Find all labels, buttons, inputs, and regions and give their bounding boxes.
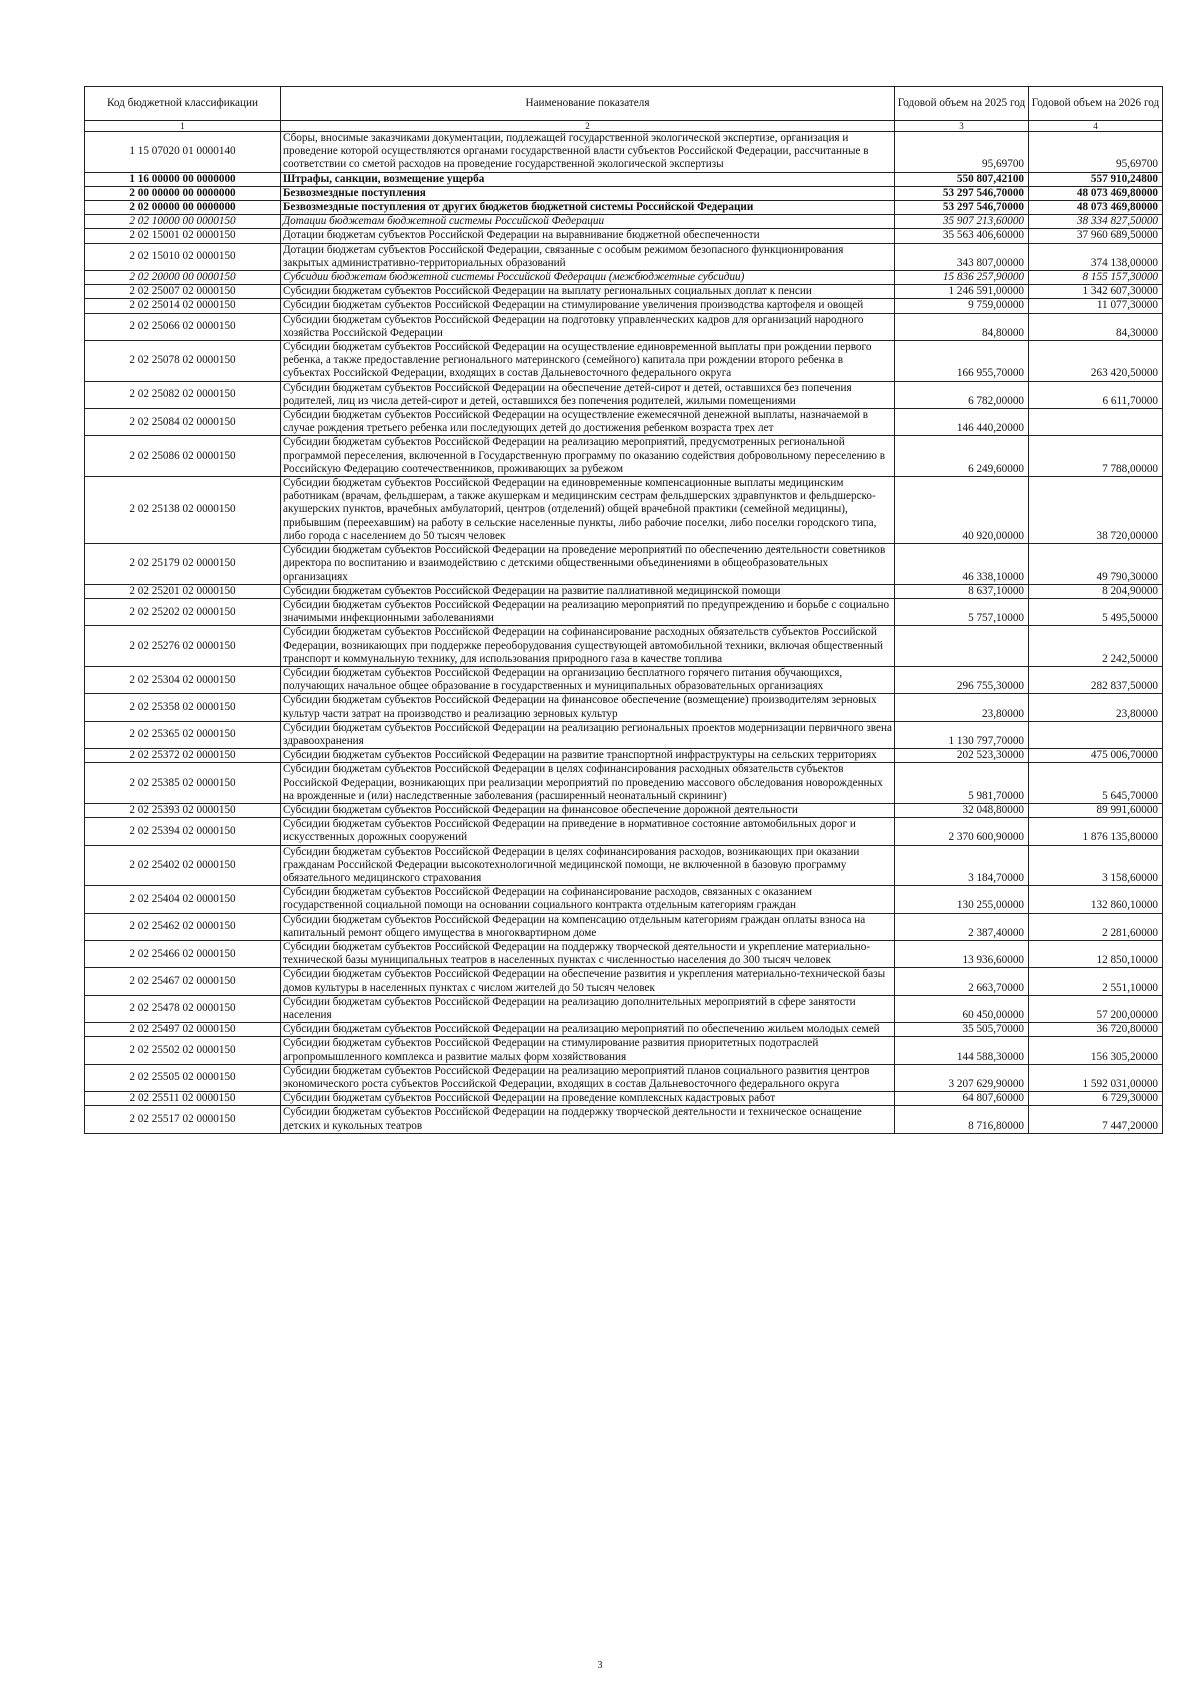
cell-name: Субсидии бюджетам субъектов Российской Федерации на поддержку творческой деятельности и укрепление материально-технической базы муниципальных театров в населенных пунктах с численностью населения до 300 тысяч человек	[281, 940, 895, 967]
cell-2025: 3 184,70000	[895, 845, 1029, 886]
cell-code: 2 02 25066 02 0000150	[85, 313, 281, 340]
cell-2025: 2 387,40000	[895, 913, 1029, 940]
cell-2026: 1 592 031,00000	[1029, 1064, 1163, 1091]
cell-code: 2 02 25179 02 0000150	[85, 544, 281, 585]
cell-code: 2 02 25497 02 0000150	[85, 1023, 281, 1037]
cell-2025: 53 297 546,70000	[895, 186, 1029, 200]
table-row	[85, 215, 1163, 229]
table-row	[85, 666, 1163, 693]
cell-2025: 13 936,60000	[895, 940, 1029, 967]
cell-2025: 550 807,42100	[895, 172, 1029, 186]
cell-2025: 35 563 406,60000	[895, 229, 1029, 243]
table-row	[85, 271, 1163, 285]
cell-name: Субсидии бюджетам субъектов Российской Федерации на реализацию региональных проектов модернизации первичного звена здравоохранения	[281, 721, 895, 748]
table-row	[85, 132, 1163, 173]
cell-code: 2 02 10000 00 0000150	[85, 215, 281, 229]
cell-2025: 35 907 213,60000	[895, 215, 1029, 229]
table-header	[85, 87, 1163, 132]
cell-name: Субсидии бюджетам субъектов Российской Федерации на проведение мероприятий по обеспечению деятельности советников директора по воспитанию и взаимодействию с детскими общественными объединениями в общеобразовательных организациях	[281, 544, 895, 585]
cell-code: 2 02 25393 02 0000150	[85, 803, 281, 817]
cell-name: Субсидии бюджетам субъектов Российской Федерации в целях софинансирования расходов, возникающих при оказании гражданам Российской Федерации высокотехнологичной медицинской помощи, не включенной в базовую программу обязательного медицинского страхования	[281, 845, 895, 886]
cell-name: Субсидии бюджетам субъектов Российской Федерации на проведение комплексных кадастровых работ	[281, 1092, 895, 1106]
cell-name: Субсидии бюджетам субъектов Российской Федерации на стимулирование развития приоритетных подотраслей агропромышленного комплекса и развитие малых форм хозяйствования	[281, 1037, 895, 1064]
cell-2025: 95,69700	[895, 132, 1029, 173]
cell-code: 2 02 15010 02 0000150	[85, 243, 281, 270]
table-row	[85, 172, 1163, 186]
table-row	[85, 299, 1163, 313]
cell-code: 2 02 25385 02 0000150	[85, 763, 281, 804]
cell-code: 2 02 25304 02 0000150	[85, 666, 281, 693]
table-row	[85, 409, 1163, 436]
cell-2025: 32 048,80000	[895, 803, 1029, 817]
cell-name: Субсидии бюджетам субъектов Российской Федерации на реализацию мероприятий по предупреждению и борьбе с социально значимыми инфекционными заболеваниями	[281, 598, 895, 625]
cell-2025: 166 955,70000	[895, 341, 1029, 382]
cell-2026: 8 204,90000	[1029, 584, 1163, 598]
cell-name: Безвозмездные поступления от других бюджетов бюджетной системы Российской Федерации	[281, 201, 895, 215]
cell-2025: 2 663,70000	[895, 968, 1029, 995]
table-row	[85, 626, 1163, 667]
cell-name: Дотации бюджетам субъектов Российской Федерации на выравнивание бюджетной обеспеченности	[281, 229, 895, 243]
cell-name: Субсидии бюджетам субъектов Российской Федерации на выплату региональных социальных доплат к пенсии	[281, 285, 895, 299]
table-row	[85, 763, 1163, 804]
table-row	[85, 436, 1163, 477]
cell-2026: 38 720,00000	[1029, 477, 1163, 544]
cell-code: 2 02 25404 02 0000150	[85, 886, 281, 913]
cell-2025	[895, 626, 1029, 667]
cell-2025: 296 755,30000	[895, 666, 1029, 693]
cell-2026: 7 788,00000	[1029, 436, 1163, 477]
cell-name: Субсидии бюджетам субъектов Российской Федерации на финансовое обеспечение дорожной деятельности	[281, 803, 895, 817]
cell-2026: 38 334 827,50000	[1029, 215, 1163, 229]
table-body	[85, 132, 1163, 1134]
table-row	[85, 1023, 1163, 1037]
table-row	[85, 1064, 1163, 1091]
cell-code: 2 02 25358 02 0000150	[85, 694, 281, 721]
cell-2026: 1 342 607,30000	[1029, 285, 1163, 299]
header-code: Код бюджетной классификации	[85, 87, 281, 121]
cell-2026: 7 447,20000	[1029, 1106, 1163, 1133]
cell-2025: 40 920,00000	[895, 477, 1029, 544]
table-row	[85, 243, 1163, 270]
cell-code: 2 02 25365 02 0000150	[85, 721, 281, 748]
table-row	[85, 381, 1163, 408]
table-row	[85, 995, 1163, 1022]
cell-2026: 2 551,10000	[1029, 968, 1163, 995]
cell-2025: 1 130 797,70000	[895, 721, 1029, 748]
cell-code: 2 02 25372 02 0000150	[85, 749, 281, 763]
cell-2026: 557 910,24800	[1029, 172, 1163, 186]
cell-code: 2 02 25502 02 0000150	[85, 1037, 281, 1064]
cell-name: Субсидии бюджетам субъектов Российской Федерации на компенсацию отдельным категориям граждан оплаты взноса на капитальный ремонт общего имущества в многоквартирном доме	[281, 913, 895, 940]
cell-name: Субсидии бюджетам субъектов Российской Федерации на организацию бесплатного горячего питания обучающихся, получающих начальное общее образование в государственных и муниципальных образовательных организациях	[281, 666, 895, 693]
cell-code: 2 02 25138 02 0000150	[85, 477, 281, 544]
cell-name: Субсидии бюджетам субъектов Российской Федерации на реализацию дополнительных мероприятий в сфере занятости населения	[281, 995, 895, 1022]
col-number-2: 2	[281, 121, 895, 132]
cell-code: 2 02 25394 02 0000150	[85, 818, 281, 845]
cell-name: Субсидии бюджетам субъектов Российской Федерации на осуществление единовременной выплаты при рождении первого ребенка, а также предоставление регионального материнского (семейного) капитала при рождении второго ребенка в субъектах Российской Федерации, входящих в состав Дальневосточного федерального округа	[281, 341, 895, 382]
cell-2026: 6 611,70000	[1029, 381, 1163, 408]
cell-name: Субсидии бюджетам субъектов Российской Федерации на единовременные компенсационные выплаты медицинским работникам (врачам, фельдшерам, а также акушеркам и медицинским сестрам фельдшерских здравпунктов и фельдшерско-акушерских пунктов, врачебных амбулаторий, центров (отделений) общей врачебной практики (семейной медицины), прибывшим (переехавшим) на работу в сельские населенные пункты, либо рабочие поселки, либо поселки городского типа, либо города с населением до 50 тысяч человек	[281, 477, 895, 544]
table-row	[85, 201, 1163, 215]
cell-2026: 48 073 469,80000	[1029, 186, 1163, 200]
cell-name: Дотации бюджетам субъектов Российской Федерации, связанные с особым режимом безопасного функционирования закрытых административно-территориальных образований	[281, 243, 895, 270]
table-row	[85, 313, 1163, 340]
cell-2025: 8 637,10000	[895, 584, 1029, 598]
cell-name: Субсидии бюджетам субъектов Российской Федерации на реализацию мероприятий планов социального развития центров экономического роста субъектов Российской Федерации, входящих в состав Дальневосточного федерального округа	[281, 1064, 895, 1091]
cell-2026: 1 876 135,80000	[1029, 818, 1163, 845]
cell-name: Субсидии бюджетам субъектов Российской Федерации на софинансирование расходных обязательств субъектов Российской Федерации, возникающих при поддержке переоборудования существующей автомобильной техники, включая общественный транспорт и коммунальную технику, для использования природного газа в качестве топлива	[281, 626, 895, 667]
cell-name: Штрафы, санкции, возмещение ущерба	[281, 172, 895, 186]
cell-2026: 3 158,60000	[1029, 845, 1163, 886]
cell-2025: 3 207 629,90000	[895, 1064, 1029, 1091]
table-row	[85, 940, 1163, 967]
cell-code: 2 02 25402 02 0000150	[85, 845, 281, 886]
cell-2025: 15 836 257,90000	[895, 271, 1029, 285]
cell-2026: 132 860,10000	[1029, 886, 1163, 913]
cell-2025: 130 255,00000	[895, 886, 1029, 913]
table-row	[85, 749, 1163, 763]
cell-2025: 144 588,30000	[895, 1037, 1029, 1064]
cell-code: 2 02 25462 02 0000150	[85, 913, 281, 940]
cell-2025: 53 297 546,70000	[895, 201, 1029, 215]
cell-2025: 343 807,00000	[895, 243, 1029, 270]
cell-2025: 84,80000	[895, 313, 1029, 340]
cell-code: 2 02 25202 02 0000150	[85, 598, 281, 625]
cell-2025: 146 440,20000	[895, 409, 1029, 436]
cell-2025: 46 338,10000	[895, 544, 1029, 585]
cell-name: Субсидии бюджетам субъектов Российской Федерации на осуществление ежемесячной денежной выплаты, назначаемой в случае рождения третьего ребенка или последующих детей до достижения ребенком возраста трех лет	[281, 409, 895, 436]
col-number-1: 1	[85, 121, 281, 132]
table-row	[85, 544, 1163, 585]
cell-code: 2 02 25007 02 0000150	[85, 285, 281, 299]
document-page	[84, 86, 1162, 1134]
cell-2025: 35 505,70000	[895, 1023, 1029, 1037]
cell-2026: 156 305,20000	[1029, 1037, 1163, 1064]
cell-2026: 475 006,70000	[1029, 749, 1163, 763]
cell-2025: 6 782,00000	[895, 381, 1029, 408]
cell-2025: 64 807,60000	[895, 1092, 1029, 1106]
cell-code: 1 16 00000 00 0000000	[85, 172, 281, 186]
cell-name: Субсидии бюджетам субъектов Российской Федерации на реализацию мероприятий по обеспечению жильем молодых семей	[281, 1023, 895, 1037]
table-row	[85, 229, 1163, 243]
table-row	[85, 694, 1163, 721]
table-row	[85, 477, 1163, 544]
cell-code: 1 15 07020 01 0000140	[85, 132, 281, 173]
cell-name: Субсидии бюджетам субъектов Российской Федерации на развитие паллиативной медицинской помощи	[281, 584, 895, 598]
cell-2026: 2 281,60000	[1029, 913, 1163, 940]
cell-code: 2 02 25466 02 0000150	[85, 940, 281, 967]
table-row	[85, 598, 1163, 625]
cell-name: Субсидии бюджетам субъектов Российской Федерации на финансовое обеспечение (возмещение) производителям зерновых культур части затрат на производство и реализацию зерновых культур	[281, 694, 895, 721]
cell-code: 2 02 15001 02 0000150	[85, 229, 281, 243]
cell-code: 2 02 25078 02 0000150	[85, 341, 281, 382]
cell-code: 2 02 25014 02 0000150	[85, 299, 281, 313]
cell-name: Субсидии бюджетам бюджетной системы Российской Федерации (межбюджетные субсидии)	[281, 271, 895, 285]
cell-code: 2 02 25478 02 0000150	[85, 995, 281, 1022]
table-row	[85, 803, 1163, 817]
cell-name: Субсидии бюджетам субъектов Российской Федерации на обеспечение детей-сирот и детей, оставшихся без попечения родителей, лиц из числа детей-сирот и детей, оставшихся без попечения родителей, жилыми помещениями	[281, 381, 895, 408]
table-row	[85, 1037, 1163, 1064]
table-row	[85, 913, 1163, 940]
table-row	[85, 285, 1163, 299]
cell-name: Субсидии бюджетам субъектов Российской Федерации на обеспечение развития и укрепления материально-технической базы домов культуры в населенных пунктах с числом жителей до 50 тысяч человек	[281, 968, 895, 995]
cell-name: Субсидии бюджетам субъектов Российской Федерации в целях софинансирования расходных обязательств субъектов Российской Федерации, возникающих при реализации мероприятий по проведению массового обследования новорожденных на врожденные и (или) наследственные заболевания (расширенный неонатальный скрининг)	[281, 763, 895, 804]
table-row	[85, 721, 1163, 748]
cell-2025: 5 981,70000	[895, 763, 1029, 804]
cell-2025: 9 759,00000	[895, 299, 1029, 313]
cell-2025: 5 757,10000	[895, 598, 1029, 625]
cell-code: 2 02 00000 00 0000000	[85, 201, 281, 215]
page-number: 3	[597, 1660, 603, 1671]
cell-2025: 23,80000	[895, 694, 1029, 721]
cell-2026: 36 720,80000	[1029, 1023, 1163, 1037]
cell-code: 2 00 00000 00 0000000	[85, 186, 281, 200]
cell-code: 2 02 25511 02 0000150	[85, 1092, 281, 1106]
cell-2026: 84,30000	[1029, 313, 1163, 340]
cell-2025: 60 450,00000	[895, 995, 1029, 1022]
header-name: Наименование показателя	[281, 87, 895, 121]
cell-name: Безвозмездные поступления	[281, 186, 895, 200]
table-row	[85, 845, 1163, 886]
cell-code: 2 02 25084 02 0000150	[85, 409, 281, 436]
col-number-4: 4	[1029, 121, 1163, 132]
cell-name: Субсидии бюджетам субъектов Российской Федерации на стимулирование увеличения производства картофеля и овощей	[281, 299, 895, 313]
cell-name: Субсидии бюджетам субъектов Российской Федерации на софинансирование расходов, связанных с оказанием государственной социальной помощи на основании социального контракта отдельным категориям граждан	[281, 886, 895, 913]
cell-code: 2 02 20000 00 0000150	[85, 271, 281, 285]
cell-2025: 2 370 600,90000	[895, 818, 1029, 845]
cell-name: Субсидии бюджетам субъектов Российской Федерации на приведение в нормативное состояние автомобильных дорог и искусственных дорожных сооружений	[281, 818, 895, 845]
cell-name: Дотации бюджетам бюджетной системы Российской Федерации	[281, 215, 895, 229]
cell-2025: 6 249,60000	[895, 436, 1029, 477]
cell-name: Субсидии бюджетам субъектов Российской Федерации на подготовку управленческих кадров для организаций народного хозяйства Российской Федерации	[281, 313, 895, 340]
cell-2026: 5 495,50000	[1029, 598, 1163, 625]
header-2025: Годовой объем на 2025 год	[895, 87, 1029, 121]
cell-2026: 11 077,30000	[1029, 299, 1163, 313]
table-row	[85, 186, 1163, 200]
cell-2026: 282 837,50000	[1029, 666, 1163, 693]
cell-code: 2 02 25201 02 0000150	[85, 584, 281, 598]
budget-table	[84, 86, 1163, 1134]
cell-2026: 374 138,00000	[1029, 243, 1163, 270]
cell-2026: 5 645,70000	[1029, 763, 1163, 804]
cell-2026: 48 073 469,80000	[1029, 201, 1163, 215]
header-2026: Годовой объем на 2026 год	[1029, 87, 1163, 121]
cell-2026: 8 155 157,30000	[1029, 271, 1163, 285]
cell-code: 2 02 25467 02 0000150	[85, 968, 281, 995]
table-row	[85, 1092, 1163, 1106]
cell-2026	[1029, 721, 1163, 748]
cell-2026: 23,80000	[1029, 694, 1163, 721]
cell-code: 2 02 25276 02 0000150	[85, 626, 281, 667]
table-row	[85, 1106, 1163, 1133]
cell-name: Субсидии бюджетам субъектов Российской Федерации на поддержку творческой деятельности и техническое оснащение детских и кукольных театров	[281, 1106, 895, 1133]
cell-name: Субсидии бюджетам субъектов Российской Федерации на реализацию мероприятий, предусмотренных региональной программой переселения, включенной в Государственную программу по оказанию содействия добровольному переселению в Российскую Федерацию соотечественников, проживающих за рубежом	[281, 436, 895, 477]
cell-name: Субсидии бюджетам субъектов Российской Федерации на развитие транспортной инфраструктуры на сельских территориях	[281, 749, 895, 763]
cell-code: 2 02 25082 02 0000150	[85, 381, 281, 408]
cell-2026: 95,69700	[1029, 132, 1163, 173]
table-row	[85, 886, 1163, 913]
cell-name: Сборы, вносимые заказчиками документации, подлежащей государственной экологической экспертизе, организация и проведение которой осуществляются органами государственной власти субъектов Российской Федерации, рассчитанные в соответствии со сметой расходов на проведение государственной экологической экспертизы	[281, 132, 895, 173]
cell-2026: 49 790,30000	[1029, 544, 1163, 585]
cell-2026: 6 729,30000	[1029, 1092, 1163, 1106]
cell-2026: 57 200,00000	[1029, 995, 1163, 1022]
table-row	[85, 818, 1163, 845]
cell-2026: 37 960 689,50000	[1029, 229, 1163, 243]
cell-code: 2 02 25517 02 0000150	[85, 1106, 281, 1133]
table-row	[85, 341, 1163, 382]
cell-2026: 263 420,50000	[1029, 341, 1163, 382]
cell-2025: 1 246 591,00000	[895, 285, 1029, 299]
table-row	[85, 584, 1163, 598]
cell-2025: 202 523,30000	[895, 749, 1029, 763]
cell-code: 2 02 25086 02 0000150	[85, 436, 281, 477]
cell-2026: 89 991,60000	[1029, 803, 1163, 817]
col-number-3: 3	[895, 121, 1029, 132]
table-row	[85, 968, 1163, 995]
cell-2026: 12 850,10000	[1029, 940, 1163, 967]
cell-2026	[1029, 409, 1163, 436]
cell-2025: 8 716,80000	[895, 1106, 1029, 1133]
cell-code: 2 02 25505 02 0000150	[85, 1064, 281, 1091]
cell-2026: 2 242,50000	[1029, 626, 1163, 667]
